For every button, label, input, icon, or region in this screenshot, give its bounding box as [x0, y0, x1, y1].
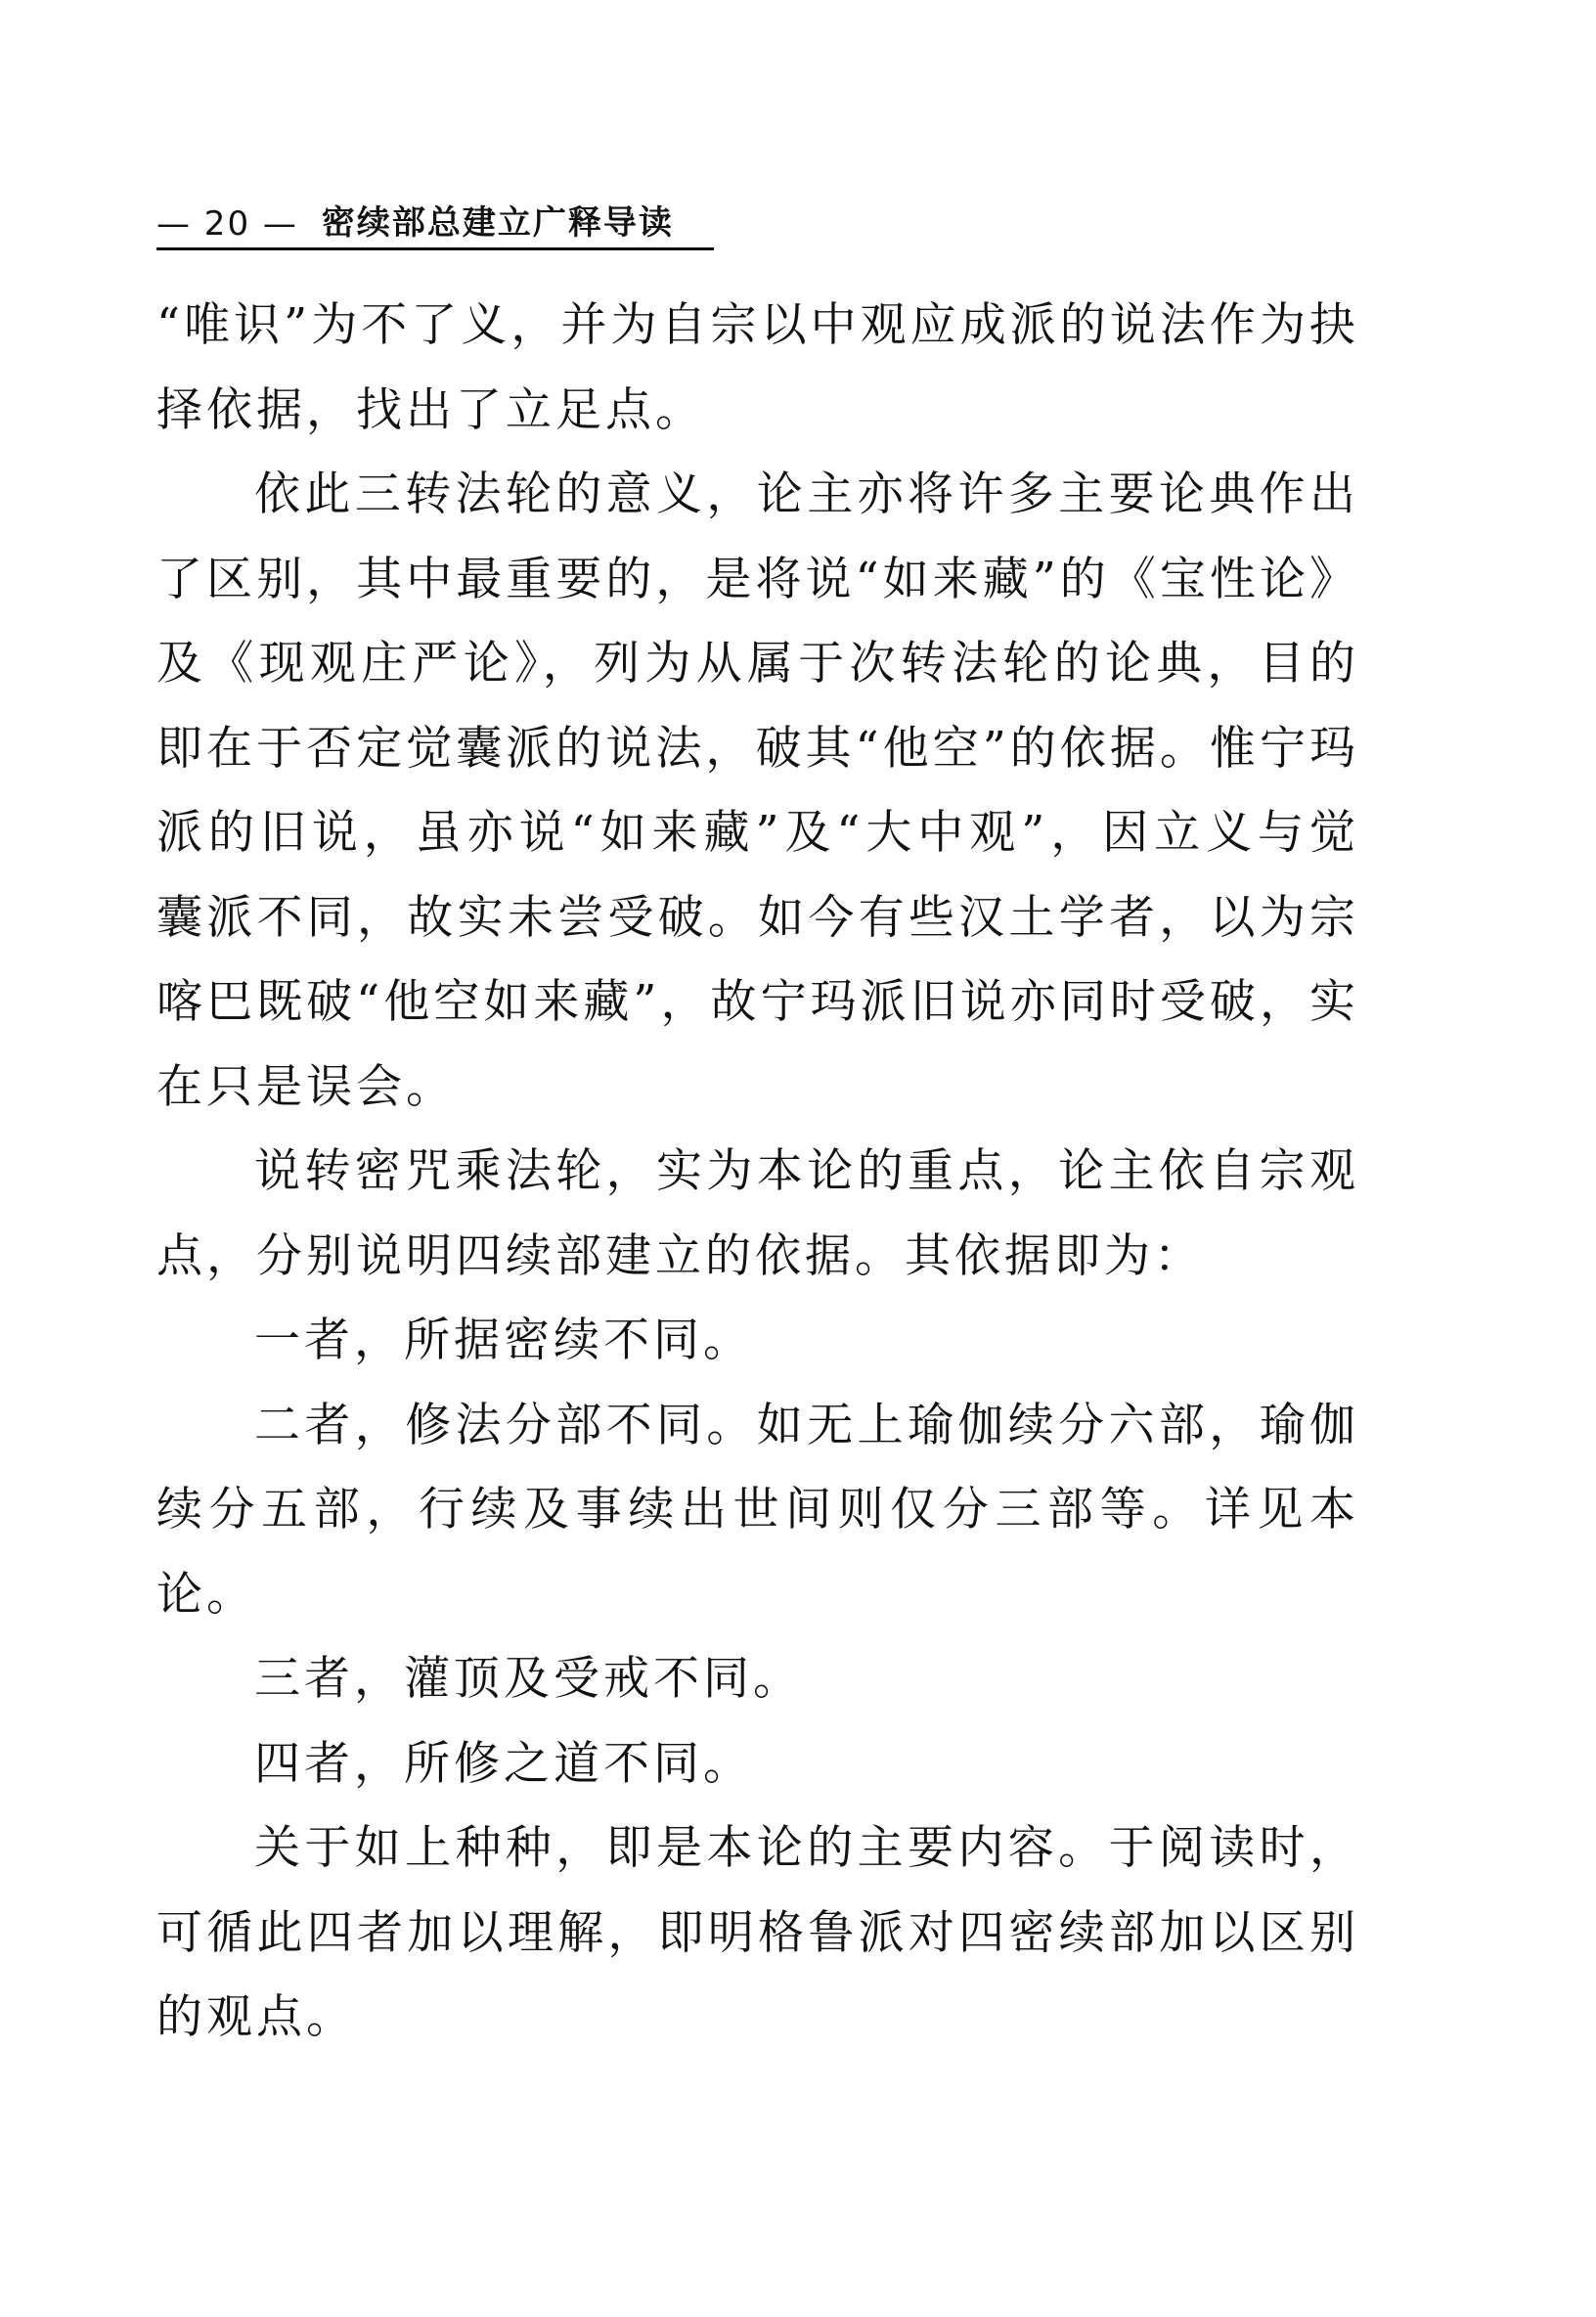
- paragraph-4: 一者，所据密续不同。: [254, 1314, 753, 1367]
- paragraph-6: 三者，灌顶及受戒不同。: [254, 1652, 803, 1706]
- running-header: [156, 196, 714, 250]
- paragraph-7: 四者，所修之道不同。: [254, 1736, 753, 1791]
- book-title: 密续部总建立广释导读: [321, 203, 674, 243]
- paragraph-2: 依此三转法轮的意义，论主亦将许多主要论典作出了区别，其中最重要的，是将说“如来藏”的《宝性论》及《现观庄严论》，列为从属于次转法轮的论典，目的即在于否定觉囊派的说法，破其“他空”的依据。惟宁玛派的旧说，虽亦说“如来藏”及“大中观”，因立义与觉囊派不同，故实未尝受破。如今有些汉土学者，以为宗喀巴既破“他空如来藏”，故宁玛派旧说亦同时受破，实在只是误会。: [156, 468, 1359, 1114]
- body-text: [156, 284, 1359, 2061]
- page-number: — 20 —: [156, 204, 298, 244]
- paragraph-5: 二者，修法分部不同。如无上瑜伽续分六部，瑜伽续分五部，行续及事续出世间则仅分三部等。详见本论。: [156, 1398, 1359, 1622]
- paragraph-3: 说转密咒乘法轮，实为本论的重点，论主依自宗观点，分别说明四续部建立的依据。其依据即为：: [156, 1144, 1359, 1283]
- paragraph-8: 关于如上种种，即是本论的主要内容。于阅读时，可循此四者加以理解，即明格鲁派对四密续部加以区别的观点。: [156, 1821, 1359, 2044]
- paragraph-1: “唯识”为不了义，并为自宗以中观应成派的说法作为抉择依据，找出了立足点。: [156, 298, 1359, 437]
